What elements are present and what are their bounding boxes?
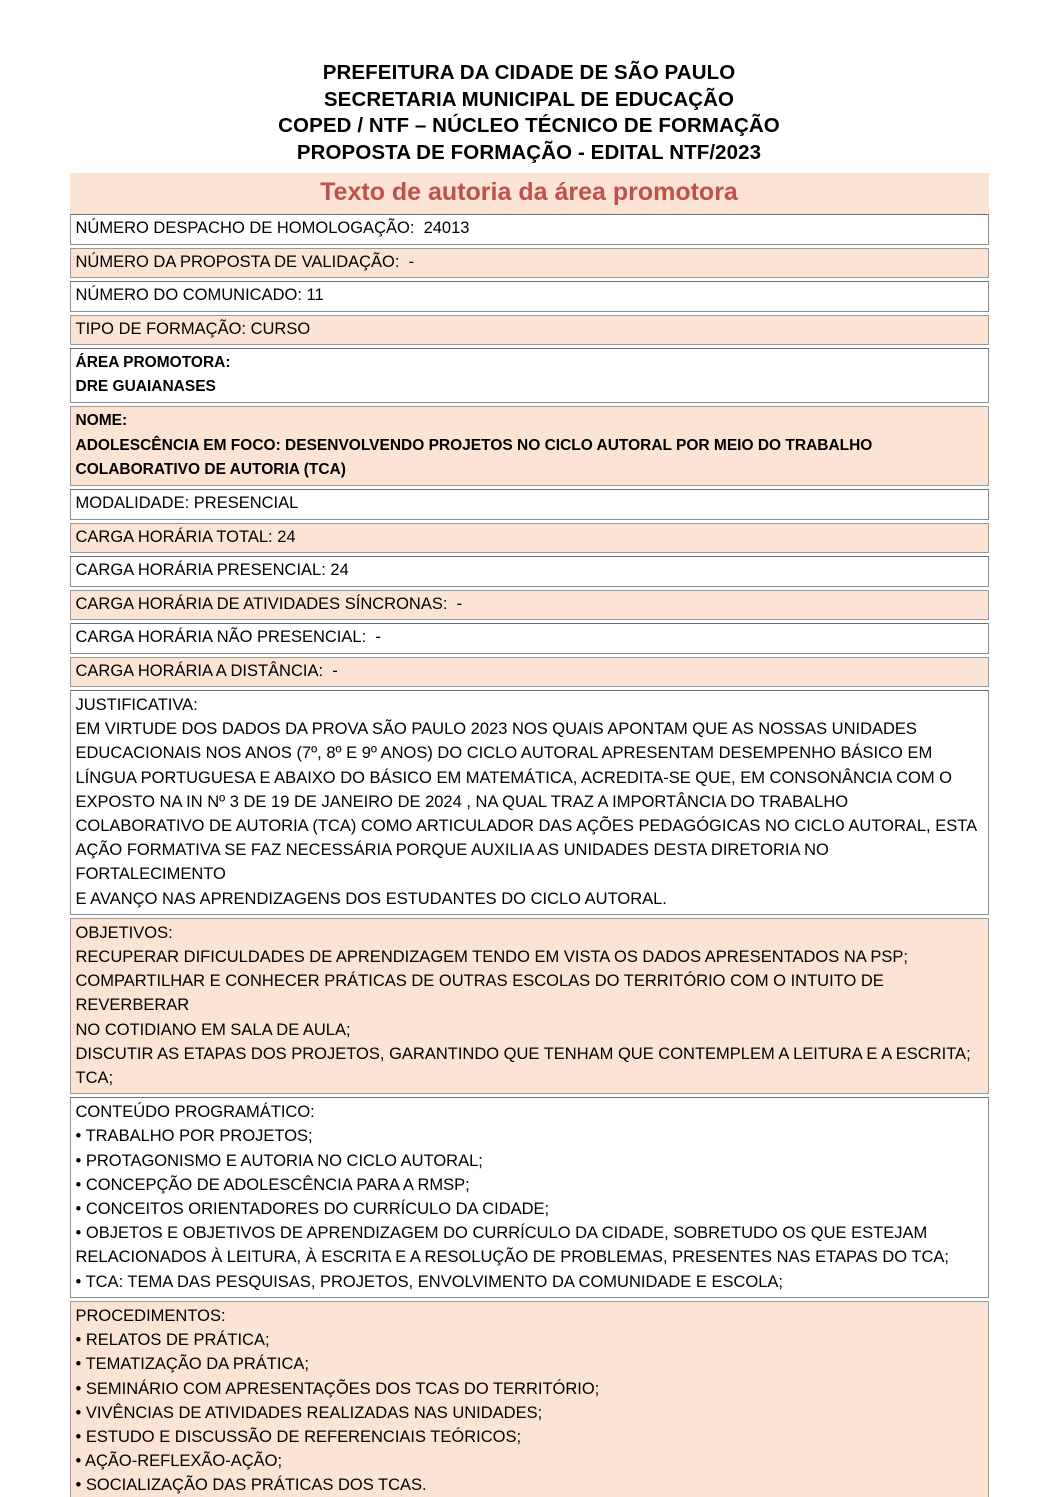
proposta-form-table [70, 173, 989, 1497]
row-line: E AVANÇO NAS APRENDIZAGENS DOS ESTUDANTES DO CICLO AUTORAL. [75, 889, 667, 908]
row-line: JUSTIFICATIVA: [75, 696, 198, 715]
header-line-prefeitura: PREFEITURA DA CIDADE DE SÃO PAULO [322, 61, 736, 84]
row-line: • TCA: TEMA DAS PESQUISAS, PROJETOS, ENVOLVIMENTO DA COMUNIDADE E ESCOLA; [75, 1272, 784, 1291]
row-line: COLABORATIVO DE AUTORIA (TCA) [75, 460, 346, 478]
row-line: LÍNGUA PORTUGUESA E ABAIXO DO BÁSICO EM MATEMÁTICA, ACREDITA-SE QUE, EM CONSONÂNCIA COM O [75, 768, 952, 787]
form-row-conteudo-programatico [70, 1097, 989, 1298]
row-line: CARGA HORÁRIA NÃO PRESENCIAL: - [75, 628, 381, 647]
form-rows [70, 214, 989, 1497]
row-line: CARGA HORÁRIA PRESENCIAL: 24 [75, 561, 349, 580]
row-line: OBJETIVOS: [75, 923, 173, 942]
row-line: CARGA HORÁRIA A DISTÂNCIA: - [75, 661, 338, 680]
form-row-carga-horaria-a-distancia [70, 657, 989, 688]
row-line: DISCUTIR AS ETAPAS DOS PROJETOS, GARANTINDO QUE TENHAM QUE CONTEMPLEM A LEITURA E A ESCRITA; [75, 1044, 971, 1063]
row-line: CARGA HORÁRIA TOTAL: 24 [75, 527, 296, 546]
form-row-objetivos [70, 918, 989, 1094]
header-line-proposta-edital: PROPOSTA DE FORMAÇÃO - EDITAL NTF/2023 [296, 140, 762, 164]
form-row-carga-horaria-presencial [70, 556, 989, 587]
row-line: ADOLESCÊNCIA EM FOCO: DESENVOLVENDO PROJETOS NO CICLO AUTORAL POR MEIO DO TRABALHO [75, 436, 873, 454]
banner-texto-autoria [70, 173, 989, 214]
row-line: • SOCIALIZAÇÃO DAS PRÁTICAS DOS TCAS. [75, 1476, 427, 1495]
form-row-area-promotora [70, 348, 989, 403]
row-line: EDUCACIONAIS NOS ANOS (7º, 8º E 9º ANOS) DO CICLO AUTORAL APRESENTAM DESEMPENHO BÁSICO EM [75, 744, 933, 763]
row-line: • SEMINÁRIO COM APRESENTAÇÕES DOS TCAS DO TERRITÓRIO; [75, 1379, 600, 1398]
row-line: • ESTUDO E DISCUSSÃO DE REFERENCIAIS TEÓRICOS; [75, 1427, 522, 1446]
form-row-nome-da-formacao [70, 406, 989, 486]
row-line: AÇÃO FORMATIVA SE FAZ NECESSÁRIA PORQUE AUXILIA AS UNIDADES DESTA DIRETORIA NO FORTALECIMENTO [75, 841, 834, 884]
row-line: • CONCEITOS ORIENTADORES DO CURRÍCULO DA CIDADE; [75, 1200, 550, 1219]
row-line: NOME: [75, 412, 128, 430]
row-line: • CONCEPÇÃO DE ADOLESCÊNCIA PARA A RMSP; [75, 1175, 470, 1194]
row-line: RELACIONADOS À LEITURA, À ESCRITA E A RESOLUÇÃO DE PROBLEMAS, PRESENTES NAS ETAPAS DO TCA; [75, 1248, 950, 1267]
row-line: PROCEDIMENTOS: [75, 1306, 226, 1325]
row-line: RECUPERAR DIFICULDADES DE APRENDIZAGEM TENDO EM VISTA OS DADOS APRESENTADOS NA PSP; [75, 948, 909, 967]
row-line: EXPOSTO NA IN Nº 3 DE 19 DE JANEIRO DE 2024 , NA QUAL TRAZ A IMPORTÂNCIA DO TRABALHO [75, 792, 849, 811]
row-line: EM VIRTUDE DOS DADOS DA PROVA SÃO PAULO 2023 NOS QUAIS APONTAM QUE AS NOSSAS UNIDADES [75, 720, 917, 739]
form-row-numero-proposta-validacao [70, 248, 989, 279]
form-row-modalidade [70, 489, 989, 520]
form-row-carga-horaria-nao-presencial [70, 623, 989, 654]
form-row-carga-horaria-total [70, 523, 989, 554]
row-line: • PROTAGONISMO E AUTORIA NO CICLO AUTORAL; [75, 1151, 483, 1170]
row-line: • OBJETOS E OBJETIVOS DE APRENDIZAGEM DO CURRÍCULO DA CIDADE, SOBRETUDO OS QUE ESTEJAM [75, 1224, 928, 1243]
form-row-justificativa [70, 690, 989, 915]
row-line: • TEMATIZAÇÃO DA PRÁTICA; [75, 1355, 309, 1374]
form-row-numero-despacho-homologacao [70, 214, 989, 245]
row-line: • AÇÃO-REFLEXÃO-AÇÃO; [75, 1452, 283, 1471]
form-row-tipo-de-formacao [70, 315, 989, 346]
row-line: MODALIDADE: PRESENCIAL [75, 494, 299, 513]
row-line: • TRABALHO POR PROJETOS; [75, 1127, 313, 1146]
row-line: TIPO DE FORMAÇÃO: CURSO [75, 319, 311, 338]
row-line: • RELATOS DE PRÁTICA; [75, 1331, 270, 1350]
form-row-numero-comunicado [70, 281, 989, 312]
document-header [0, 0, 1058, 166]
row-line: NO COTIDIANO EM SALA DE AULA; [75, 1020, 351, 1039]
row-line: • VIVÊNCIAS DE ATIVIDADES REALIZADAS NAS UNIDADES; [75, 1403, 543, 1422]
row-line: CARGA HORÁRIA DE ATIVIDADES SÍNCRONAS: - [75, 594, 463, 613]
row-line: DRE GUAIANASES [75, 378, 216, 396]
row-line: NÚMERO DO COMUNICADO: 11 [75, 286, 324, 304]
row-line: ÁREA PROMOTORA: [75, 354, 231, 371]
row-line: COMPARTILHAR E CONHECER PRÁTICAS DE OUTRAS ESCOLAS DO TERRITÓRIO COM O INTUITO DE REVERBERAR [75, 972, 889, 1015]
row-line: NÚMERO DA PROPOSTA DE VALIDAÇÃO: - [75, 252, 415, 271]
header-line-coped-ntf: COPED / NTF – NÚCLEO TÉCNICO DE FORMAÇÃO [278, 114, 780, 137]
row-line: TCA; [75, 1069, 114, 1088]
header-line-secretaria: SECRETARIA MUNICIPAL DE EDUCAÇÃO [323, 87, 735, 111]
form-row-procedimentos [70, 1301, 989, 1497]
form-row-carga-horaria-atividades-sincronas [70, 590, 989, 621]
banner-title: Texto de autoria da área promotora [320, 178, 738, 206]
row-line: COLABORATIVO DE AUTORIA (TCA) COMO ARTICULADOR DAS AÇÕES PEDAGÓGICAS NO CICLO AUTORAL, ESTA [75, 817, 978, 836]
row-line: NÚMERO DESPACHO DE HOMOLOGAÇÃO: 24013 [75, 219, 470, 237]
row-line: CONTEÚDO PROGRAMÁTICO: [75, 1103, 315, 1122]
